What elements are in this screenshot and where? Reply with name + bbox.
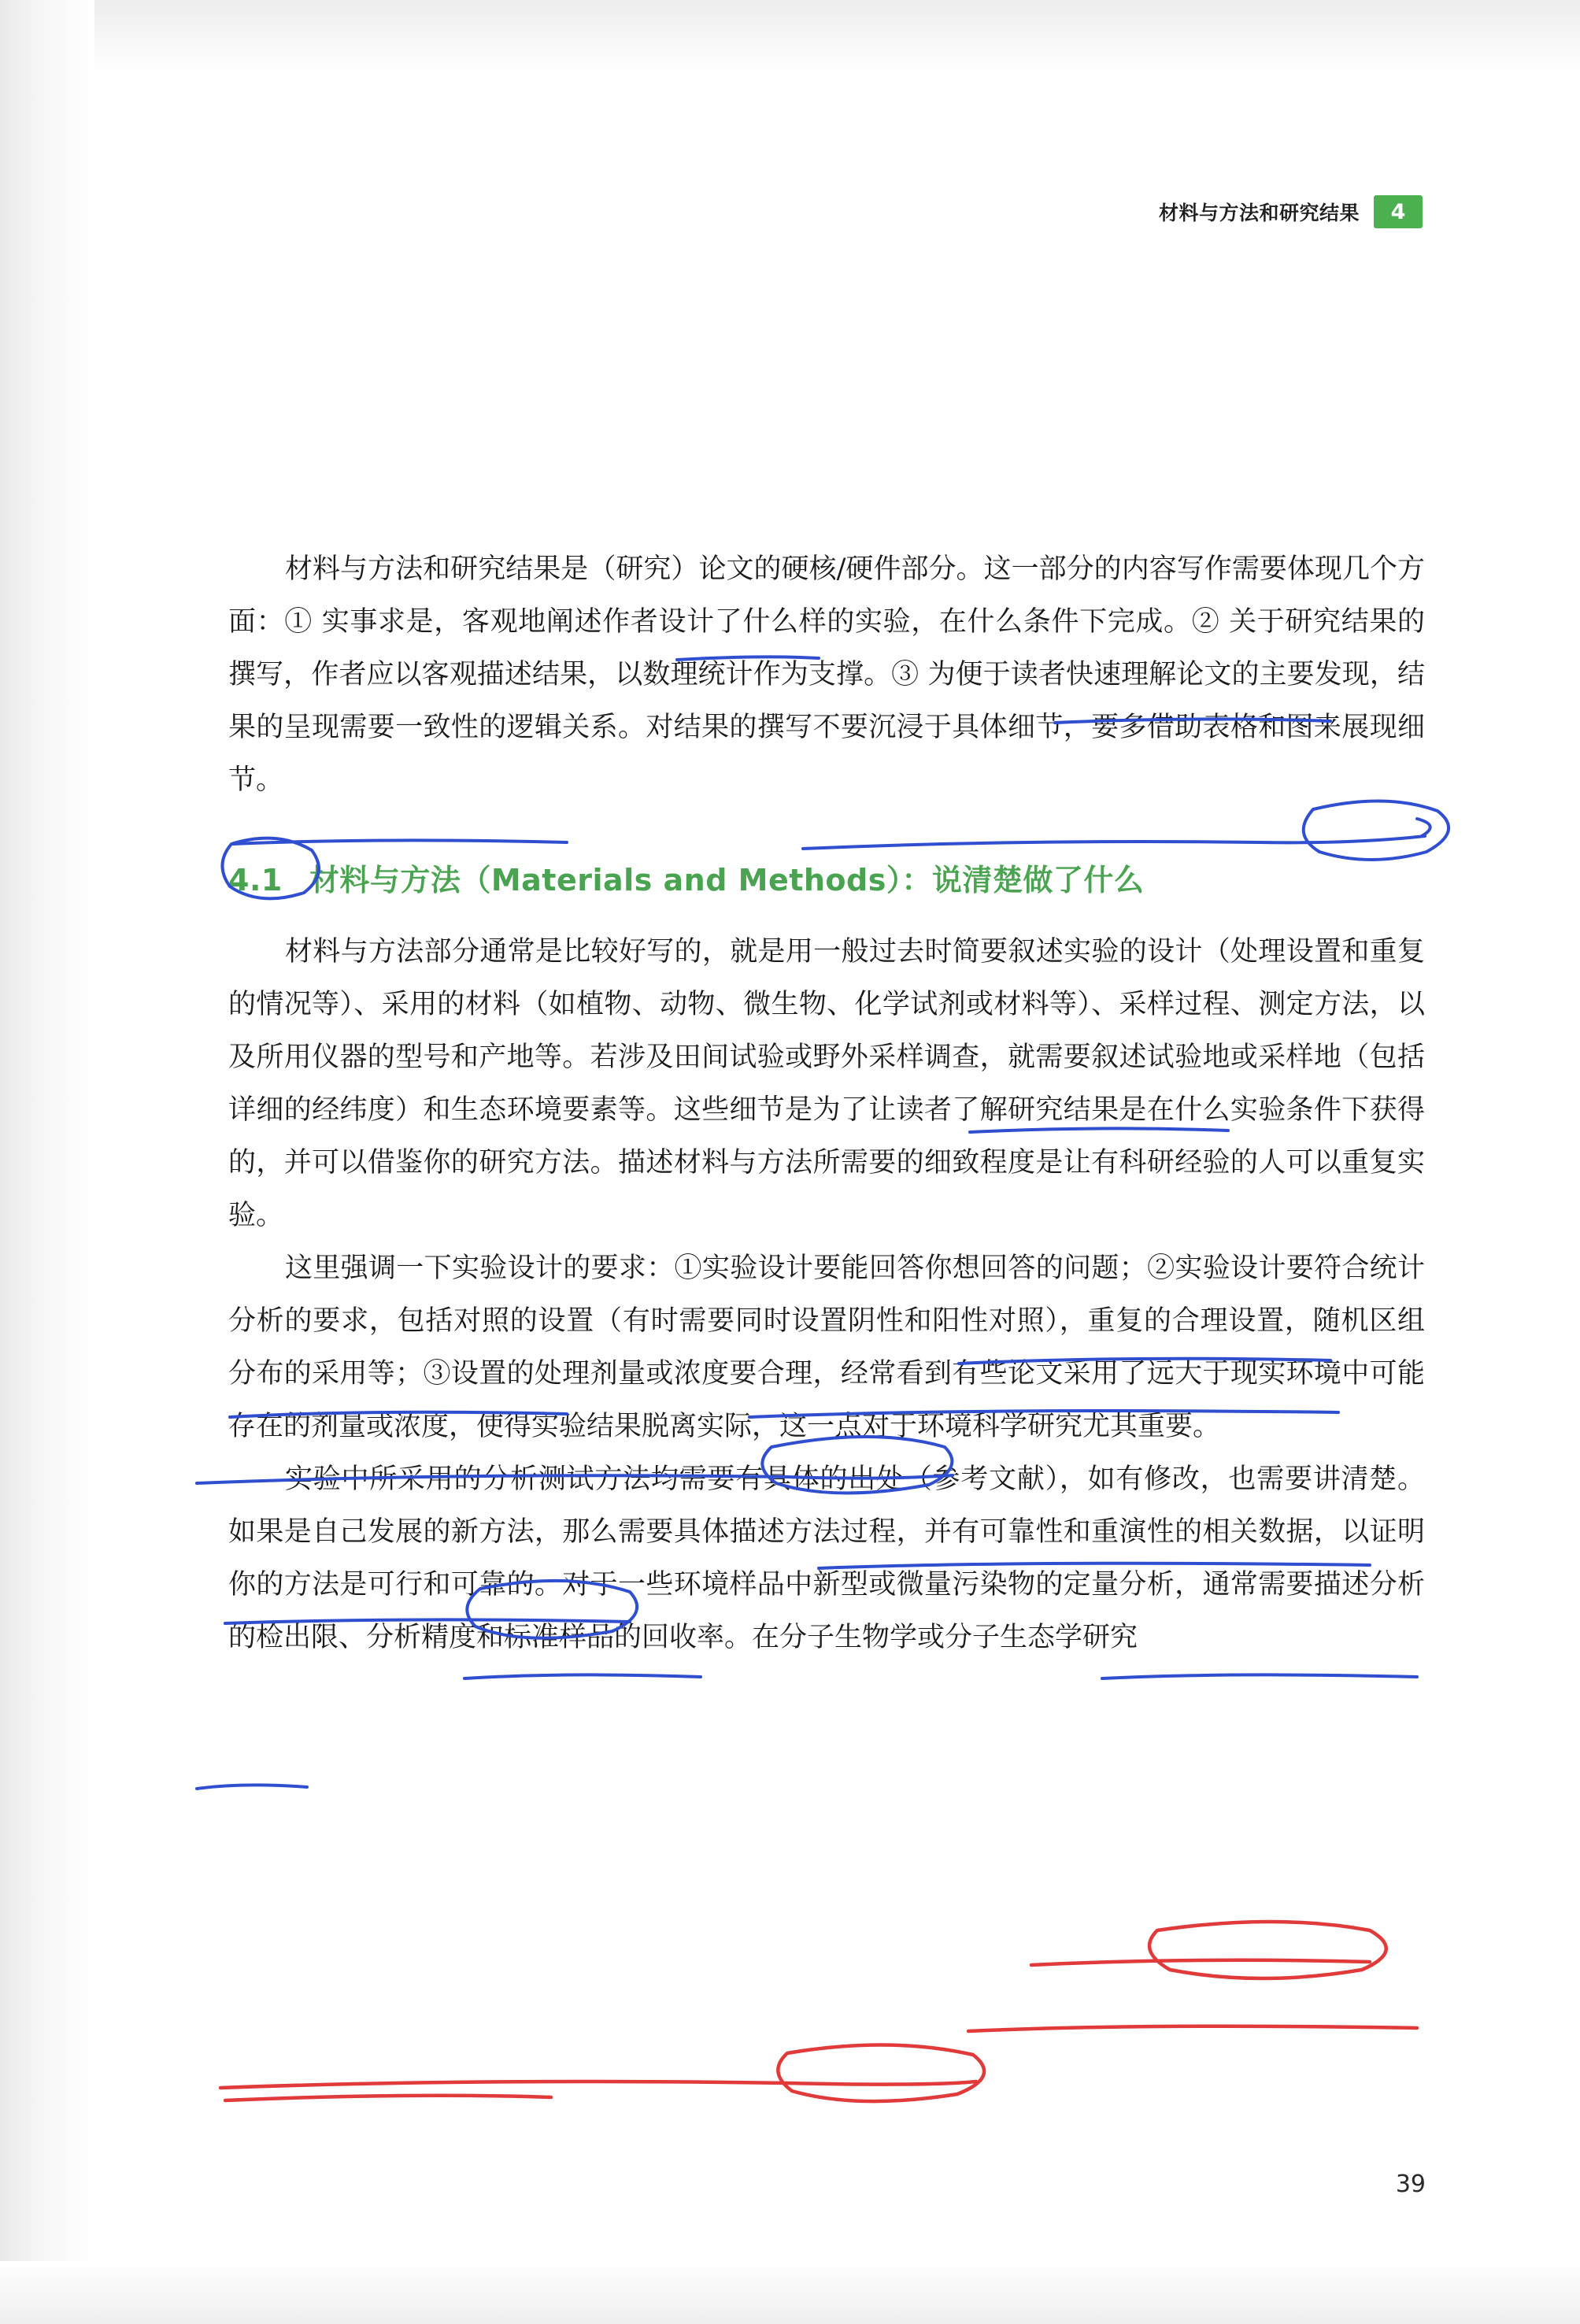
chapter-number-badge: 4 xyxy=(1374,195,1423,228)
paragraph-1: 材料与方法和研究结果是（研究）论文的硬核/硬件部分。这一部分的内容写作需要体现几个方面：① 实事求是，客观地阐述作者设计了什么样的实验，在什么条件下完成。② 关于研究结果的撰写，作者应以客观描述结果，以数理统计作为支撑。③ 为便于读者快速理解论文的主要发现，结果的呈现需要一致性的逻辑关系。对结果的撰写不要沉浸于具体细节，要多借助表格和图来展现细节。 xyxy=(228,553,1425,796)
running-head-text: 材料与方法和研究结果 xyxy=(1158,202,1360,224)
text-column xyxy=(228,543,1425,1664)
section-number: 4.1 xyxy=(228,863,283,897)
page-number: 39 xyxy=(1395,2170,1426,2198)
scan-shading-top xyxy=(0,0,1580,71)
section-title: 材料与方法（Materials and Methods）：说清楚做了什么 xyxy=(309,863,1145,897)
running-head xyxy=(1159,195,1423,228)
paragraph-2: 材料与方法部分通常是比较好写的，就是用一般过去时简要叙述实验的设计（处理设置和重复的情况等）、采用的材料（如植物、动物、微生物、化学试剂或材料等）、采样过程、测定方法，以及所用仪器的型号和产地等。若涉及田间试验或野外采样调查，就需要叙述试验地或采样地（包括详细的经纬度）和生态环境要素等。这些细节是为了让读者了解研究结果是在什么实验条件下获得的，并可以借鉴你的研究方法。描述材料与方法所需要的细致程度是让有科研经验的人可以重复实验。 xyxy=(228,936,1425,1231)
scan-shading-left xyxy=(0,0,94,2324)
section-heading xyxy=(228,856,1425,899)
red-pen-marks xyxy=(220,1922,1417,2101)
paragraph-3: 这里强调一下实验设计的要求：①实验设计要能回答你想回答的问题；②实验设计要符合统计分析的要求，包括对照的设置（有时需要同时设置阴性和阳性对照），重复的合理设置，随机区组分布的采用等；③设置的处理剂量或浓度要合理，经常看到有些论文采用了远大于现实环境中可能存在的剂量或浓度，使得实验结果脱离实际，这一点对于环境科学研究尤其重要。 xyxy=(228,1253,1425,1442)
paragraph-4: 实验中所采用的分析测试方法均需要有具体的出处（参考文献），如有修改，也需要讲清楚。如果是自己发展的新方法，那么需要具体描述方法过程，并有可靠性和重演性的相关数据，以证明你的方法是可行和可靠的。对于一些环境样品中新型或微量污染物的定量分析，通常需要描述分析的检出限、分析精度和标准样品的回收率。在分子生物学或分子生态学研究 xyxy=(228,1464,1425,1653)
scan-shading-bottom xyxy=(0,2261,1580,2324)
